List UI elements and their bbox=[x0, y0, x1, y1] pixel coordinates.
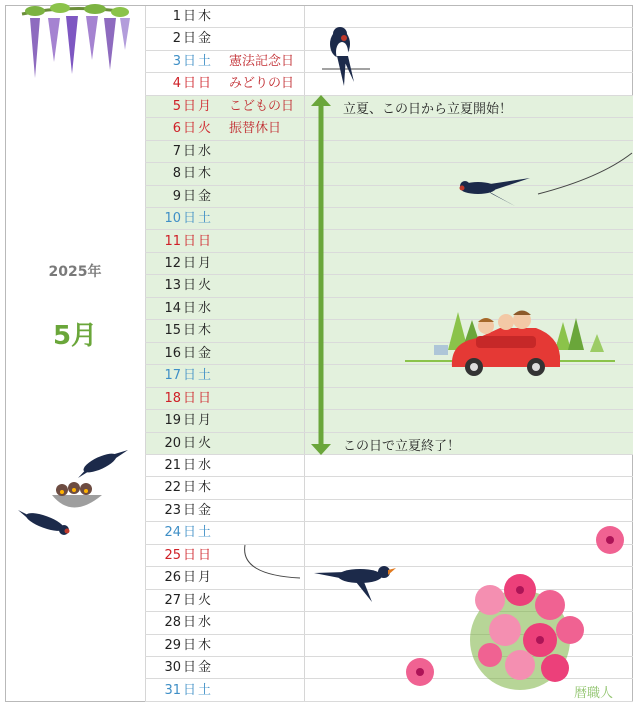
day-of-week: 火 bbox=[198, 121, 212, 137]
day-unit: 日 bbox=[183, 547, 197, 563]
day-unit: 日 bbox=[183, 188, 197, 204]
day-number: 2 bbox=[172, 31, 181, 47]
day-of-week: 火 bbox=[198, 435, 212, 451]
day-of-week: 日 bbox=[198, 233, 212, 249]
car-family-icon bbox=[405, 311, 615, 377]
day-number: 22 bbox=[164, 480, 181, 496]
day-of-week: 金 bbox=[198, 345, 212, 361]
day-of-week: 水 bbox=[198, 143, 212, 159]
day-unit: 日 bbox=[183, 413, 197, 429]
day-of-week: 木 bbox=[198, 9, 212, 24]
day-of-week: 木 bbox=[198, 166, 212, 182]
day-unit: 日 bbox=[183, 166, 197, 182]
day-of-week: 日 bbox=[198, 547, 212, 563]
day-unit: 日 bbox=[183, 53, 197, 69]
day-unit: 日 bbox=[183, 435, 197, 451]
day-number: 4 bbox=[172, 76, 181, 92]
rikka-start-note: 立夏、この日から立夏開始！ bbox=[343, 102, 513, 117]
day-number: 16 bbox=[164, 345, 181, 361]
day-unit: 日 bbox=[183, 31, 197, 47]
swallow-flying-icon bbox=[460, 153, 633, 206]
day-number: 26 bbox=[164, 570, 181, 586]
day-of-week: 土 bbox=[198, 368, 212, 384]
day-number: 6 bbox=[172, 121, 181, 137]
day-unit: 日 bbox=[183, 98, 197, 114]
day-of-week: 土 bbox=[198, 525, 212, 541]
period-arrow-icon bbox=[311, 95, 331, 455]
day-unit: 日 bbox=[183, 345, 197, 361]
day-of-week: 月 bbox=[198, 570, 212, 586]
swallow-nest-icon bbox=[18, 450, 128, 535]
swallow-flying-bottom-icon bbox=[245, 545, 396, 602]
day-unit: 日 bbox=[183, 502, 197, 518]
day-of-week: 火 bbox=[198, 592, 212, 608]
day-number: 23 bbox=[164, 502, 181, 518]
day-unit: 日 bbox=[183, 682, 197, 698]
day-number: 7 bbox=[172, 143, 181, 159]
day-number: 8 bbox=[172, 166, 181, 182]
day-of-week: 水 bbox=[198, 458, 212, 473]
day-of-week: 水 bbox=[198, 615, 212, 631]
day-unit: 日 bbox=[183, 323, 197, 339]
day-of-week: 木 bbox=[198, 637, 212, 653]
swallow-perched-icon bbox=[322, 27, 370, 86]
day-number: 21 bbox=[164, 458, 181, 473]
day-number: 17 bbox=[164, 368, 181, 384]
day-number: 14 bbox=[164, 300, 181, 316]
holiday-name: みどりの日 bbox=[229, 76, 295, 92]
day-number: 5 bbox=[172, 98, 181, 114]
day-of-week: 土 bbox=[198, 211, 212, 227]
rikka-end-note: この日で立夏終了！ bbox=[343, 439, 461, 454]
day-number: 28 bbox=[164, 615, 181, 631]
day-of-week: 日 bbox=[198, 76, 212, 92]
day-number: 29 bbox=[164, 637, 181, 653]
day-unit: 日 bbox=[183, 660, 197, 676]
day-unit: 日 bbox=[183, 255, 197, 271]
day-number: 24 bbox=[164, 525, 181, 541]
brand-logo: 暦職人 bbox=[574, 686, 614, 701]
day-number: 27 bbox=[164, 592, 181, 608]
day-unit: 日 bbox=[183, 76, 197, 92]
azalea-flowers-icon bbox=[406, 526, 624, 690]
day-unit: 日 bbox=[183, 480, 197, 496]
day-number: 20 bbox=[164, 435, 181, 451]
day-of-week: 月 bbox=[198, 255, 212, 271]
day-unit: 日 bbox=[183, 637, 197, 653]
day-unit: 日 bbox=[183, 233, 197, 249]
day-of-week: 水 bbox=[198, 300, 212, 316]
day-of-week: 金 bbox=[198, 660, 212, 676]
day-unit: 日 bbox=[183, 390, 197, 406]
day-number: 31 bbox=[164, 682, 181, 698]
day-of-week: 木 bbox=[198, 480, 212, 496]
day-unit: 日 bbox=[183, 300, 197, 316]
day-of-week: 木 bbox=[198, 323, 212, 339]
day-of-week: 金 bbox=[198, 31, 212, 47]
day-of-week: 土 bbox=[198, 53, 212, 69]
year-label: 2025年 bbox=[48, 264, 102, 280]
day-number: 30 bbox=[164, 660, 181, 676]
day-unit: 日 bbox=[183, 211, 197, 227]
day-unit: 日 bbox=[183, 278, 197, 294]
day-unit: 日 bbox=[183, 9, 197, 24]
day-number: 1 bbox=[172, 9, 181, 24]
day-number: 12 bbox=[164, 255, 181, 271]
day-unit: 日 bbox=[183, 368, 197, 384]
holiday-name: 振替休日 bbox=[229, 121, 282, 137]
day-of-week: 月 bbox=[198, 98, 212, 114]
day-unit: 日 bbox=[183, 615, 197, 631]
day-number: 15 bbox=[164, 323, 181, 339]
month-label: 5月 bbox=[52, 321, 98, 351]
day-of-week: 金 bbox=[198, 188, 212, 204]
day-of-week: 日 bbox=[198, 390, 212, 406]
day-of-week: 金 bbox=[198, 502, 212, 518]
holiday-name: こどもの日 bbox=[229, 98, 295, 114]
day-number: 18 bbox=[164, 390, 181, 406]
wisteria-icon bbox=[22, 3, 130, 78]
day-unit: 日 bbox=[183, 143, 197, 159]
day-number: 10 bbox=[164, 211, 181, 227]
day-of-week: 月 bbox=[198, 413, 212, 429]
day-unit: 日 bbox=[183, 525, 197, 541]
day-number: 11 bbox=[164, 233, 181, 249]
day-number: 9 bbox=[172, 188, 181, 204]
day-of-week: 火 bbox=[198, 278, 212, 294]
day-unit: 日 bbox=[183, 458, 197, 473]
day-number: 25 bbox=[164, 547, 181, 563]
day-unit: 日 bbox=[183, 592, 197, 608]
day-number: 19 bbox=[164, 413, 181, 429]
day-unit: 日 bbox=[183, 121, 197, 137]
day-number: 13 bbox=[164, 278, 181, 294]
day-unit: 日 bbox=[183, 570, 197, 586]
day-number: 3 bbox=[172, 53, 181, 69]
day-of-week: 土 bbox=[198, 682, 212, 698]
holiday-name: 憲法記念日 bbox=[229, 53, 295, 69]
